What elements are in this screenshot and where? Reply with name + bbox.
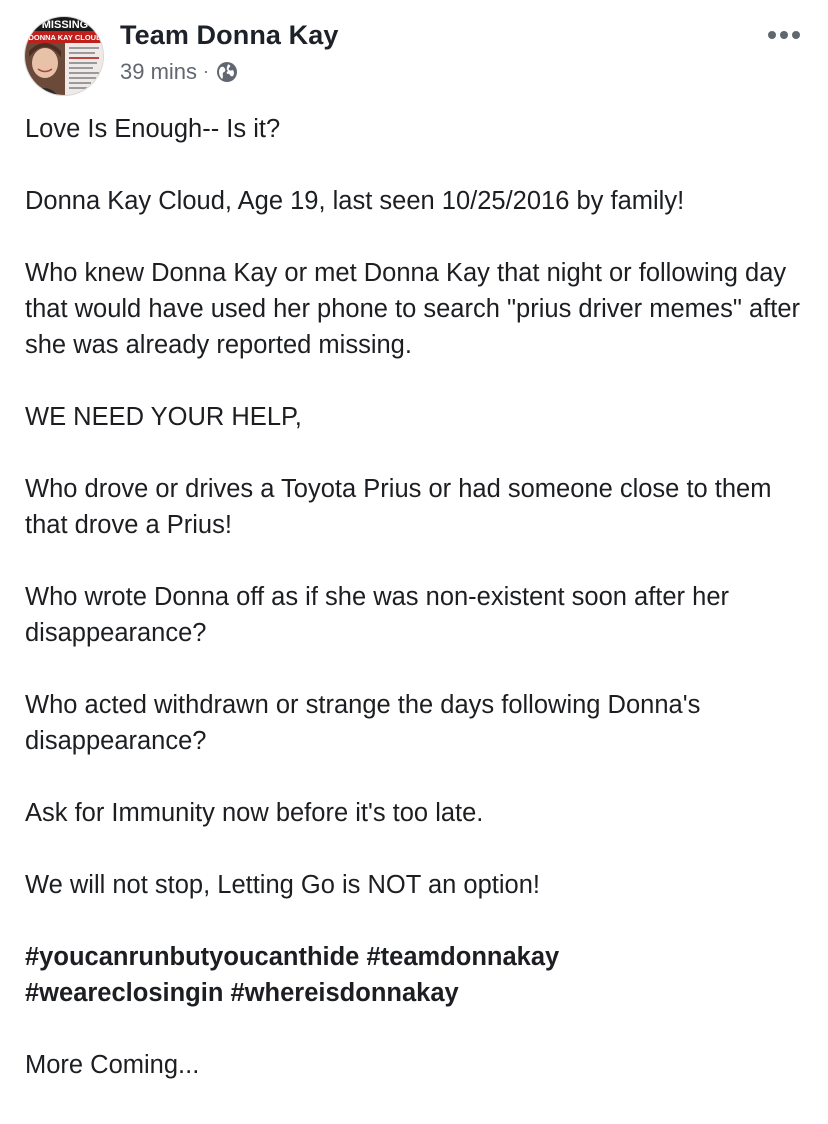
meta-separator: ·: [203, 60, 210, 81]
post-author-name[interactable]: Team Donna Kay: [120, 20, 339, 50]
hashtag-link[interactable]: #whereisdonnakay: [230, 979, 459, 1007]
post-paragraph: Donna Kay Cloud, Age 19, last seen 10/25/2016 by family!: [25, 187, 685, 215]
post-body: [25, 111, 815, 1119]
post-hashtags: [25, 939, 815, 1011]
post-paragraph: WE NEED YOUR HELP,: [25, 403, 302, 431]
post-paragraph: Love Is Enough-- Is it?: [25, 115, 281, 143]
post-closing-line: More Coming...: [25, 1051, 200, 1079]
post-paragraph: Who knew Donna Kay or met Donna Kay that night or following day that would have used her phone to search "prius driver memes" after she was already reported missing.: [25, 259, 801, 359]
post-header: [24, 14, 804, 98]
hashtag-link[interactable]: #weareclosingin: [25, 979, 224, 1007]
hashtag-link[interactable]: #youcanrunbutyoucanthide: [25, 943, 360, 971]
post-paragraph: Who drove or drives a Toyota Prius or had someone close to them that drove a Prius!: [25, 475, 772, 539]
post-paragraph: Who acted withdrawn or strange the days following Donna's disappearance?: [25, 691, 701, 755]
post-paragraph: We will not stop, Letting Go is NOT an option!: [25, 871, 540, 899]
avatar-name-strip: DONNA KAY CLOUD: [28, 33, 102, 42]
post-paragraph: Who wrote Donna off as if she was non-existent soon after her disappearance?: [25, 583, 729, 647]
more-options-icon[interactable]: [766, 28, 802, 42]
hashtag-link[interactable]: #teamdonnakay: [366, 943, 560, 971]
avatar-missing-poster-image: [25, 17, 104, 96]
globe-icon[interactable]: [216, 61, 238, 83]
avatar[interactable]: [24, 16, 104, 96]
post-timestamp[interactable]: 39 mins: [120, 59, 198, 84]
post-paragraph: Ask for Immunity now before it's too late.: [25, 799, 484, 827]
post-meta: [120, 59, 238, 85]
avatar-banner-text: MISSING: [41, 19, 89, 31]
